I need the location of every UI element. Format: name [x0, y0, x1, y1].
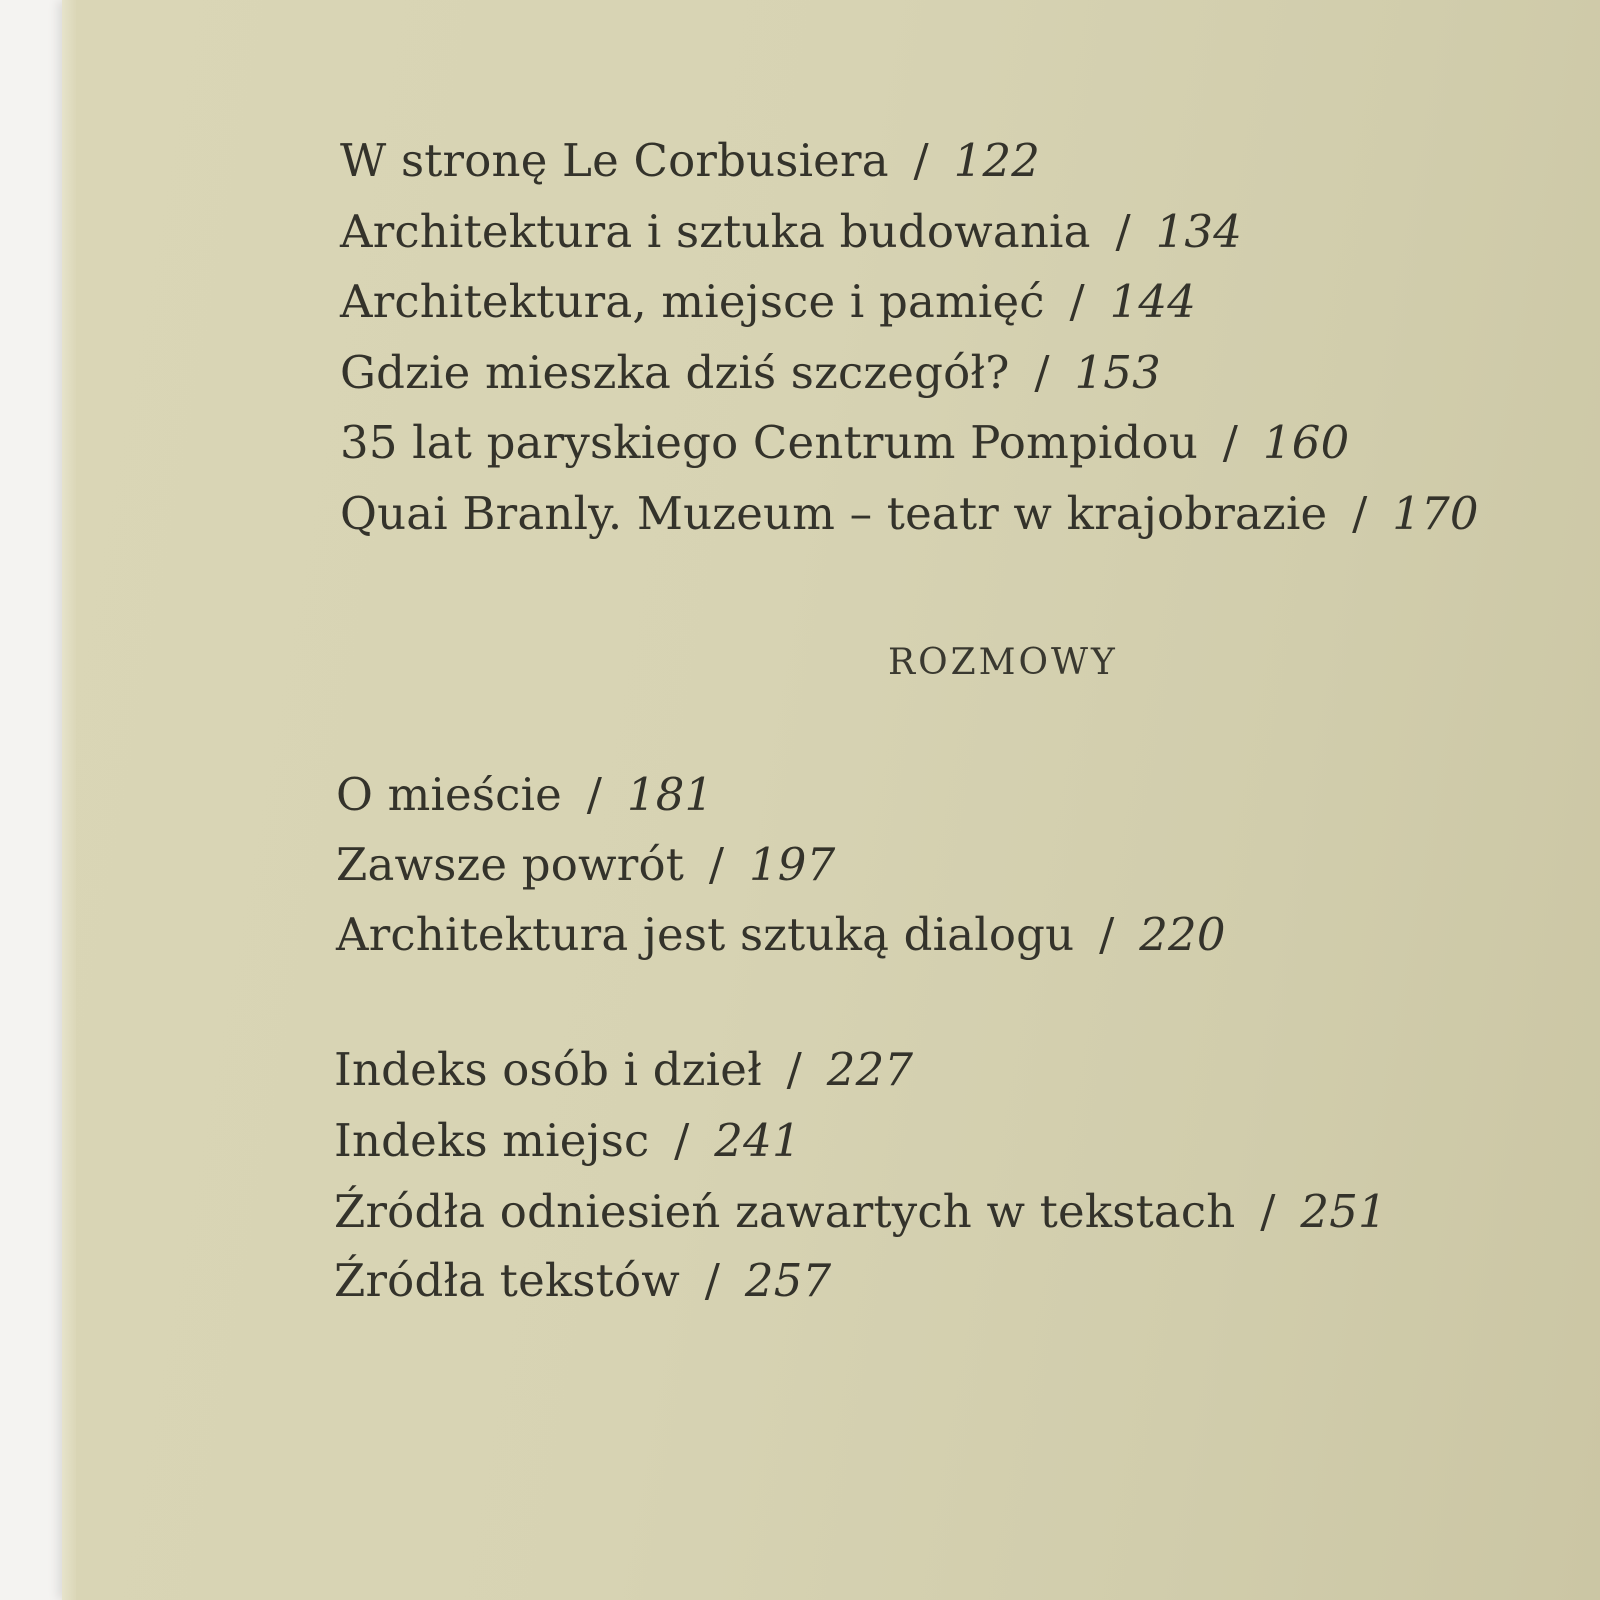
toc-entry — [334, 1114, 801, 1167]
toc-entry-page: 197 — [748, 838, 836, 891]
toc-entry-title: Architektura jest sztuką dialogu — [336, 908, 1075, 961]
toc-entry-separator: / — [1222, 416, 1239, 469]
toc-entry-separator: / — [704, 1254, 721, 1307]
toc-entry-separator: / — [1115, 205, 1131, 258]
toc-entry-page: 144 — [1109, 275, 1197, 328]
toc-entry-page: 122 — [953, 134, 1041, 187]
toc-entry-title: Gdzie mieszka dziś szczegół? — [340, 346, 1010, 399]
toc-entry — [334, 1043, 913, 1096]
toc-entry-title: 35 lat paryskiego Centrum Pompidou — [340, 416, 1199, 469]
toc-entry-separator: / — [674, 1114, 690, 1167]
toc-entry-title: Zawsze powrót — [336, 838, 685, 891]
toc-entry — [336, 838, 835, 891]
toc-entry-separator: / — [1352, 487, 1368, 540]
toc-entry-separator: / — [1099, 908, 1115, 961]
toc-entry-separator: / — [1260, 1185, 1276, 1238]
toc-entry-page: 251 — [1300, 1185, 1387, 1238]
toc-entry-title: Quai Branly. Muzeum – teatr w krajobrazie — [340, 487, 1328, 540]
toc-entry — [334, 1185, 1387, 1238]
toc-entry-title: Architektura i sztuka budowania — [340, 205, 1091, 258]
toc-entry — [340, 416, 1349, 469]
toc-entry-separator: / — [1034, 346, 1050, 399]
toc-entry — [340, 275, 1196, 328]
section-heading: ROZMOWY — [888, 642, 1118, 683]
toc-entry-page: 181 — [626, 768, 714, 821]
toc-entry-page: 257 — [744, 1254, 832, 1307]
toc-entry — [340, 205, 1242, 258]
toc-entry-separator: / — [1069, 275, 1085, 328]
toc-entry-page: 170 — [1392, 487, 1479, 540]
toc-entry — [334, 1254, 831, 1307]
toc-entry-title: Indeks osób i dzieł — [334, 1043, 762, 1096]
toc-entry — [340, 346, 1161, 399]
toc-entry-title: Architektura, miejsce i pamięć — [340, 275, 1045, 328]
page-edge — [62, 0, 76, 1600]
toc-entry-separator: / — [708, 838, 725, 891]
toc-entry-separator: / — [913, 134, 929, 187]
toc-entry-separator: / — [786, 1043, 802, 1096]
toc-entry-page: 220 — [1139, 908, 1226, 961]
toc-entry-separator: / — [586, 768, 603, 821]
toc-entry — [336, 768, 713, 821]
toc-entry-page: 241 — [714, 1114, 801, 1167]
toc-entry-page: 153 — [1074, 346, 1161, 399]
book-page — [62, 0, 1600, 1600]
toc-entry-page: 134 — [1155, 205, 1243, 258]
toc-entry — [336, 908, 1226, 961]
toc-entry-title: Indeks miejsc — [334, 1114, 650, 1167]
toc-entry-title: O mieście — [336, 768, 563, 821]
toc-entry-page: 160 — [1262, 416, 1350, 469]
toc-entry-title: W stronę Le Corbusiera — [340, 134, 889, 187]
toc-entry — [340, 134, 1040, 187]
toc-entry-title: Źródła tekstów — [334, 1254, 680, 1307]
toc-entry-page: 227 — [826, 1043, 914, 1096]
toc-entry-title: Źródła odniesień zawartych w tekstach — [334, 1185, 1236, 1238]
toc-entry — [340, 487, 1479, 540]
